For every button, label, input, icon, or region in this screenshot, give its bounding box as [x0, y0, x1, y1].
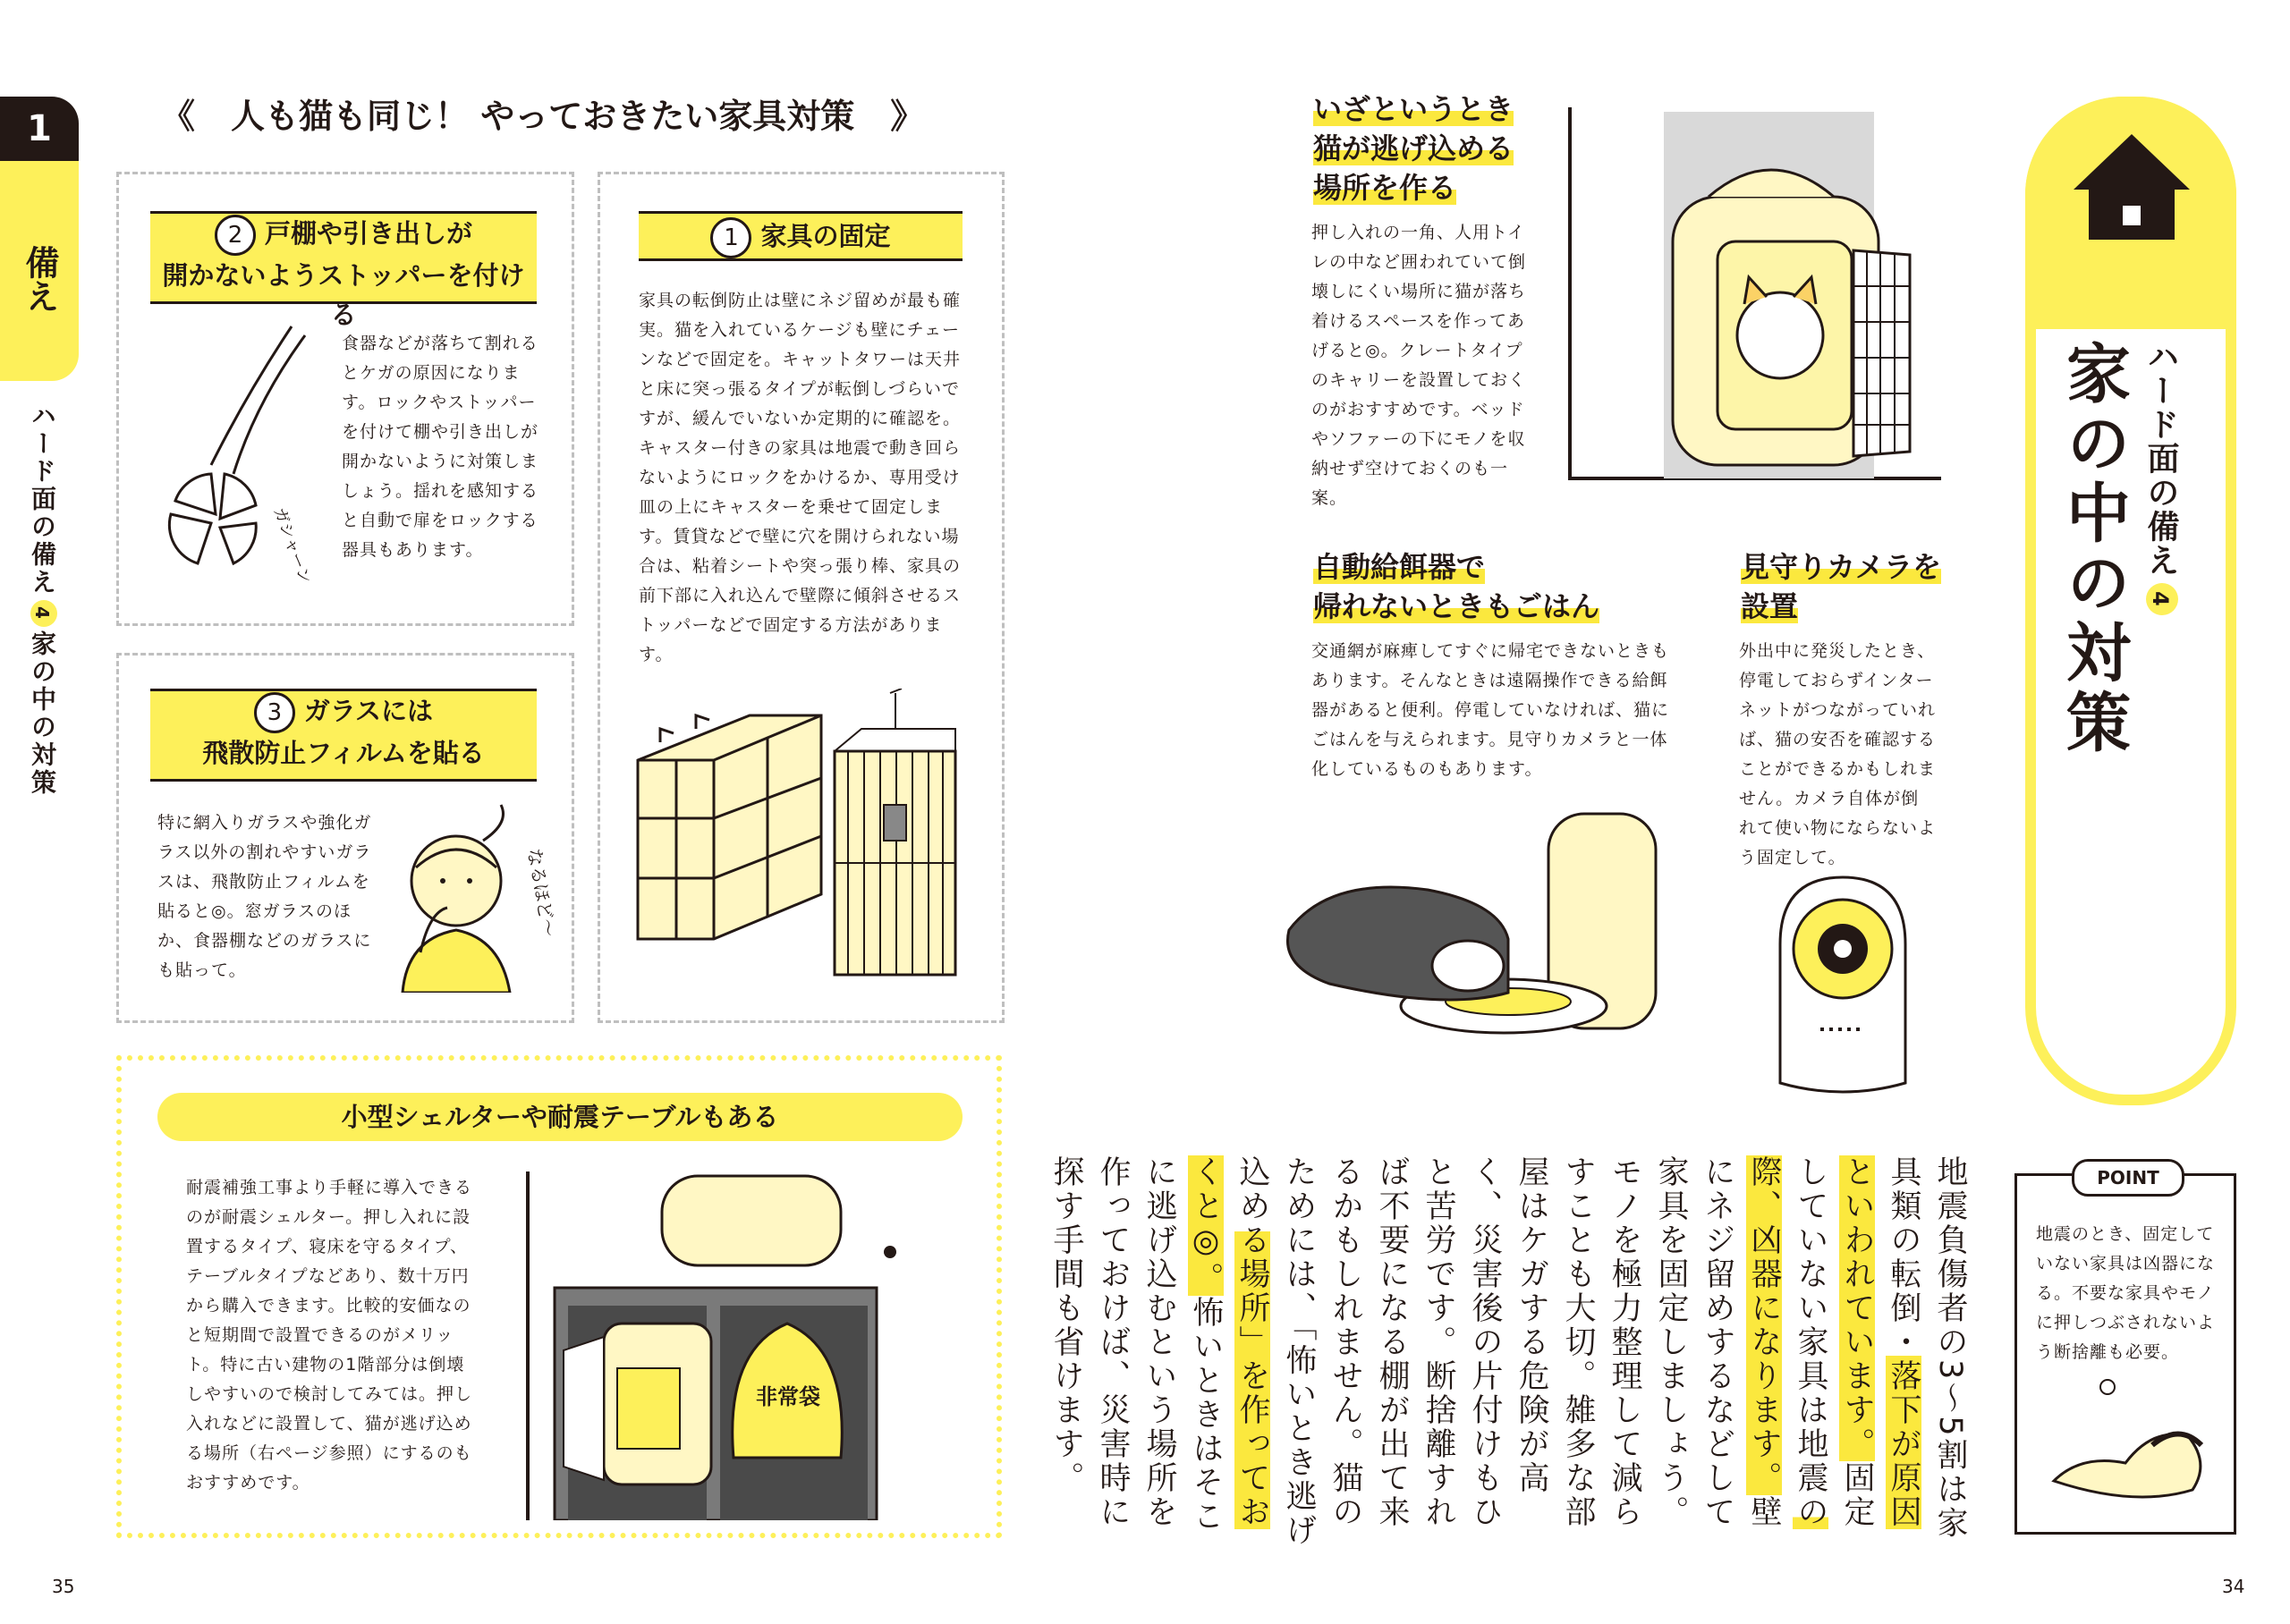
- shelter-heading: 小型シェルターや耐震テーブルもある: [157, 1093, 963, 1141]
- side-title: ハード面の備え: [28, 402, 57, 596]
- tab-number: 4: [2146, 583, 2178, 615]
- left-page-number: 35: [52, 1576, 75, 1597]
- feeder-title-1: 自動給餌器で: [1313, 550, 1486, 584]
- camera-title-2: 設置: [1741, 589, 1799, 623]
- sleeping-cat-illustration: [2045, 1374, 2215, 1508]
- exclaim-text: なるほど〜: [523, 846, 561, 939]
- tab-label-group: [2142, 340, 2178, 615]
- feeder-body: 交通網が麻痺してすぐに帰宅できないときもあります。そんなときは遠隔操作できる給餌器があると便利。停電していなければ、猫にごはんを与えられます。見守りカメラと一体化しているものもあります。: [1311, 641, 1670, 779]
- heading-text: 人も猫も同じ！ やっておきたい家具対策: [231, 97, 855, 136]
- vt-part5: 怖いときはそこに逃げ込むという場所を作っておけば、災害時に探す手間も省けます。: [1048, 1155, 1224, 1534]
- shelter-closet-illustration: [519, 1171, 912, 1520]
- feeder-title: [1313, 547, 1599, 626]
- box-fix-body: 家具の転倒防止は壁にネジ留めが最も確実。猫を入れているケージも壁にチェーンなどで固定を。キャットタワーは天井と床に突っ張るタイプが転倒しづらいですが、緩んでいないか定期的に確認を。キャスター付きの家具は地震で動き回らないようにロックをかけるか、専用受け皿の上にキャスターを乗せて固定します。賃貸などで壁に穴を開けられない場合は、粘着シートや突っ張り棒、家具の前下部に入れ込んで壁際に傾斜させるストッパーなどで固定する方法があります。: [639, 291, 962, 664]
- thinking-woman-illustration: [385, 796, 564, 993]
- heading-open: 《: [161, 97, 196, 136]
- side-number: 4: [30, 600, 57, 627]
- broken-dish-illustration: [157, 322, 336, 590]
- camera-body: 外出中に発災したとき、停電しておらずインターネットがつながっていれば、猫の安否を確認することができるかもしれません。カメラ自体が倒れて使い物にならないよう固定して。: [1739, 641, 1937, 867]
- point-label: POINT: [2072, 1159, 2184, 1197]
- box-film-number: 3: [254, 692, 295, 733]
- chapter-tab: [0, 97, 79, 381]
- box-film-heading: [150, 689, 537, 782]
- escape-body: 押し入れの一角、人用トイレの中など囲われていて倒壊しにくい場所に猫が落ち着けるスペースを作ってあげると◎。クレートタイプのキャリーを設置しておくのがおすすめです。ベッドやソファーの下にモノを収納せず空けておくのも一案。: [1311, 223, 1527, 508]
- sfx-text: ガシャーン: [269, 504, 315, 587]
- right-page-number: 34: [2222, 1576, 2245, 1597]
- box-stopper-title-2: 開かないようストッパーを付ける: [162, 260, 525, 330]
- cat-feeder-illustration: [1276, 805, 1696, 1046]
- box-film-title-2: 飛散防止フィルムを貼る: [202, 738, 485, 768]
- escape-title-2: 猫が逃げ込める: [1313, 131, 1514, 165]
- camera-illustration: [1771, 873, 1914, 1105]
- box-stopper-heading: [150, 211, 537, 330]
- camera-title-1: 見守りカメラを: [1741, 550, 1942, 584]
- box-stopper-body: 食器などが落ちて割れるとケガの原因になります。ロックやストッパーを付けて棚や引き出しが開かないように対策しましょう。揺れを感知すると自動で扉をロックする器具もあります。: [342, 334, 539, 560]
- chapter-label: 備え: [0, 161, 79, 381]
- side-running-title: [27, 402, 57, 797]
- box-stopper-title-1: 戸棚や引き出しが: [264, 218, 472, 249]
- escape-title: [1313, 89, 1514, 207]
- escape-title-3: 場所を作る: [1313, 171, 1457, 205]
- box-film-title-1: ガラスには: [303, 696, 434, 726]
- camera-title: [1741, 547, 1941, 626]
- vt-part4: 猫のためには、「怖いとき逃げ込める場所」を作っておくと◎。: [1188, 1155, 1363, 1548]
- vt-part3: 壁にネジ留めするなどして家具を固定しましょう。モノを極力整理して減らすことも大切。雑多な部屋はケガする危険が高く、災害後の片付けもひと苦労です。断捨離すれば不要になる棚が出て来るかもしれません。: [1327, 1155, 1782, 1529]
- tab-title: 家の中の対策: [2056, 340, 2131, 758]
- tab-label: ハード面の備え: [2142, 340, 2179, 578]
- box-fix-title: 家具の固定: [760, 221, 891, 251]
- heading-close: 》: [890, 97, 925, 136]
- shelter-body: 耐震補強工事より手軽に導入できるのが耐震シェルター。押し入れに設置するタイプ、寝床を守るタイプ、テーブルタイプなどあり、数十万円から購入できます。比較的安価なのと短期間で設置できるのがメリット。特に古い建物の1階部分は倒壊しやすいので検討してみては。押し入れなどに設置して、猫が逃げ込める場所（右ページ参照）にするのもおすすめです。: [186, 1178, 473, 1493]
- bag-label: 非常袋: [756, 1384, 820, 1409]
- house-icon: [2074, 134, 2190, 240]
- box-film-body: 特に網入りガラスや強化ガラス以外の割れやすいガラスは、飛散防止フィルムを貼ると◎。窓ガラスのほか、食器棚などのガラスにも貼って。: [157, 813, 372, 980]
- escape-title-1: いざというとき: [1313, 92, 1514, 126]
- vt-part2: 固定していない家具は地震の際、凶器になります。: [1746, 1155, 1875, 1529]
- box-stopper-number: 2: [215, 215, 256, 256]
- vertical-main-text: [1048, 1155, 1973, 1549]
- main-heading: [161, 89, 948, 143]
- shelf-and-cage-illustration: [633, 689, 973, 984]
- cat-crate-illustration: [1565, 107, 1941, 483]
- vt-part1: 地震負傷者の3〜5割は家具類の転倒・落下が原因といわれています。: [1839, 1155, 1968, 1541]
- box-fix-heading: [639, 211, 963, 261]
- point-body: 地震のとき、固定していない家具は凶器になる。不要な家具やモノに押しつぶされないよう断捨離も必要。: [2036, 1224, 2216, 1362]
- side-subtitle: 家の中の対策: [28, 630, 57, 797]
- chapter-number: 1: [0, 97, 79, 161]
- box-fix-number: 1: [710, 217, 751, 258]
- feeder-title-2: 帰れないときもごはん: [1313, 589, 1600, 623]
